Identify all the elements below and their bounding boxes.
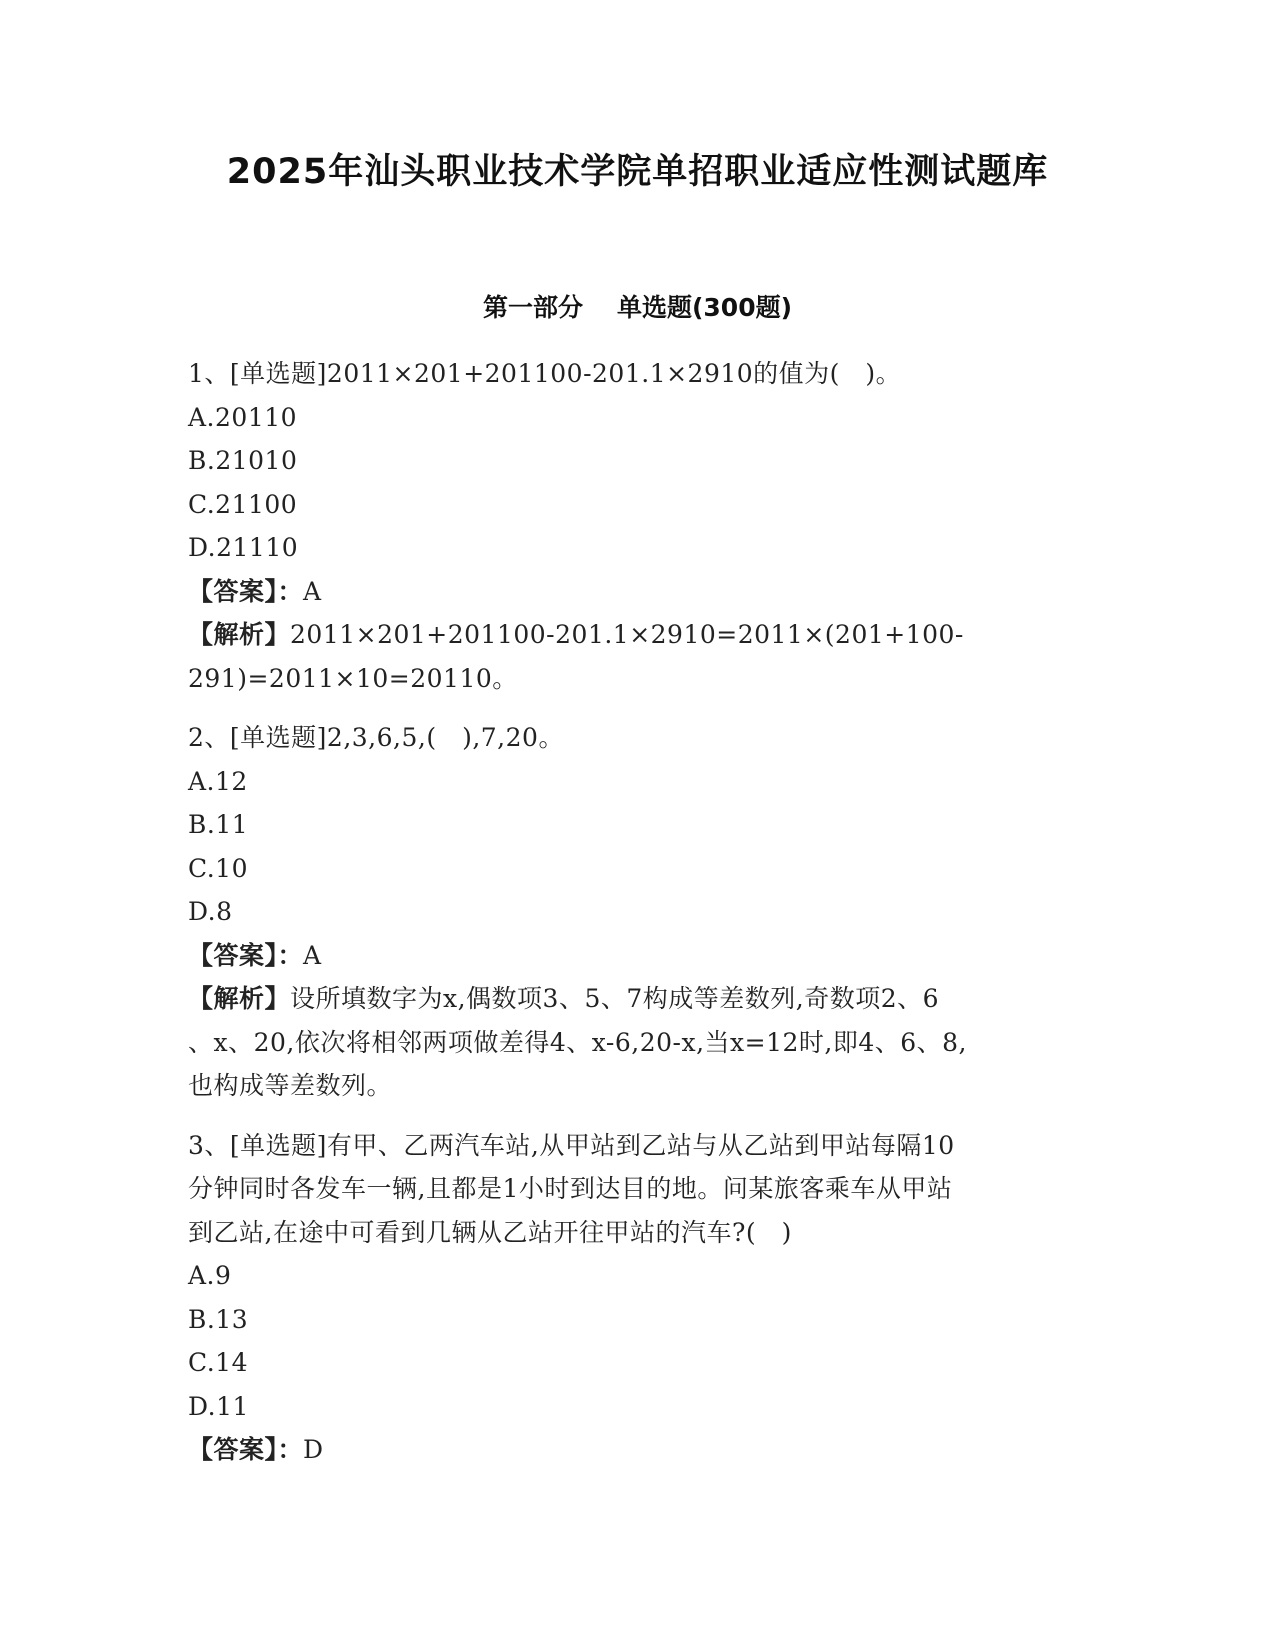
option-d: D.11 xyxy=(188,1391,249,1421)
section-part: 第一部分 xyxy=(482,293,583,322)
section-heading xyxy=(0,292,1275,324)
answer-label: 【答案】： xyxy=(188,576,304,606)
analysis-line xyxy=(188,977,1088,1021)
answer-line xyxy=(188,934,1088,978)
question-1 xyxy=(188,352,1088,700)
option-c: C.10 xyxy=(188,853,248,883)
option-b: B.21010 xyxy=(188,446,298,475)
question-stem: 到乙站,在途中可看到几辆从乙站开往甲站的汽车?( ) xyxy=(188,1217,792,1247)
option-d: D.8 xyxy=(188,897,233,926)
question-stem: 3、[单选题]有甲、乙两汽车站,从甲站到乙站与从乙站到甲站每隔10 xyxy=(188,1130,955,1160)
question-2 xyxy=(188,716,1088,1108)
section-name: 单选题(300题) xyxy=(616,293,793,322)
answer-label: 【答案】： xyxy=(188,1435,304,1464)
option-c: C.14 xyxy=(188,1348,248,1377)
analysis-line xyxy=(188,613,1088,657)
analysis-text: 也构成等差数列。 xyxy=(188,1071,393,1100)
question-list xyxy=(188,352,1088,1472)
question-3 xyxy=(188,1124,1088,1472)
document-title: 2025年汕头职业技术学院单招职业适应性测试题库 xyxy=(226,152,1049,192)
question-stem: 2、[单选题]2,3,6,5,( ),7,20。 xyxy=(188,723,564,752)
analysis-text: 291)=2011×10=20110。 xyxy=(188,663,518,693)
answer-value: D xyxy=(303,1435,324,1464)
option-b: B.13 xyxy=(188,1304,249,1334)
question-stem: 分钟同时各发车一辆,且都是1小时到达目的地。问某旅客乘车从甲站 xyxy=(188,1174,953,1203)
analysis-text: 2011×201+201100-201.1×2910=2011×(201+100- xyxy=(290,620,964,649)
analysis-text: 、x、20,依次将相邻两项做差得4、x-6,20-x,当x=12时,即4、6、8, xyxy=(188,1027,967,1057)
answer-label: 【答案】： xyxy=(188,940,304,970)
option-c: C.21100 xyxy=(188,489,298,519)
answer-line xyxy=(188,570,1088,614)
answer-value: A xyxy=(303,940,322,970)
option-a: A.20110 xyxy=(188,402,298,432)
analysis-text: 设所填数字为x,偶数项3、5、7构成等差数列,奇数项2、6 xyxy=(290,984,940,1013)
analysis-label: 【解析】 xyxy=(188,620,291,649)
option-a: A.9 xyxy=(188,1261,232,1290)
option-b: B.11 xyxy=(188,810,249,839)
analysis-label: 【解析】 xyxy=(188,984,291,1013)
option-d: D.21110 xyxy=(188,533,299,562)
answer-value: A xyxy=(303,576,322,606)
answer-line xyxy=(188,1428,1088,1472)
question-stem: 1、[单选题]2011×201+201100-201.1×2910的值为( )。 xyxy=(188,359,902,388)
option-a: A.12 xyxy=(188,766,248,796)
